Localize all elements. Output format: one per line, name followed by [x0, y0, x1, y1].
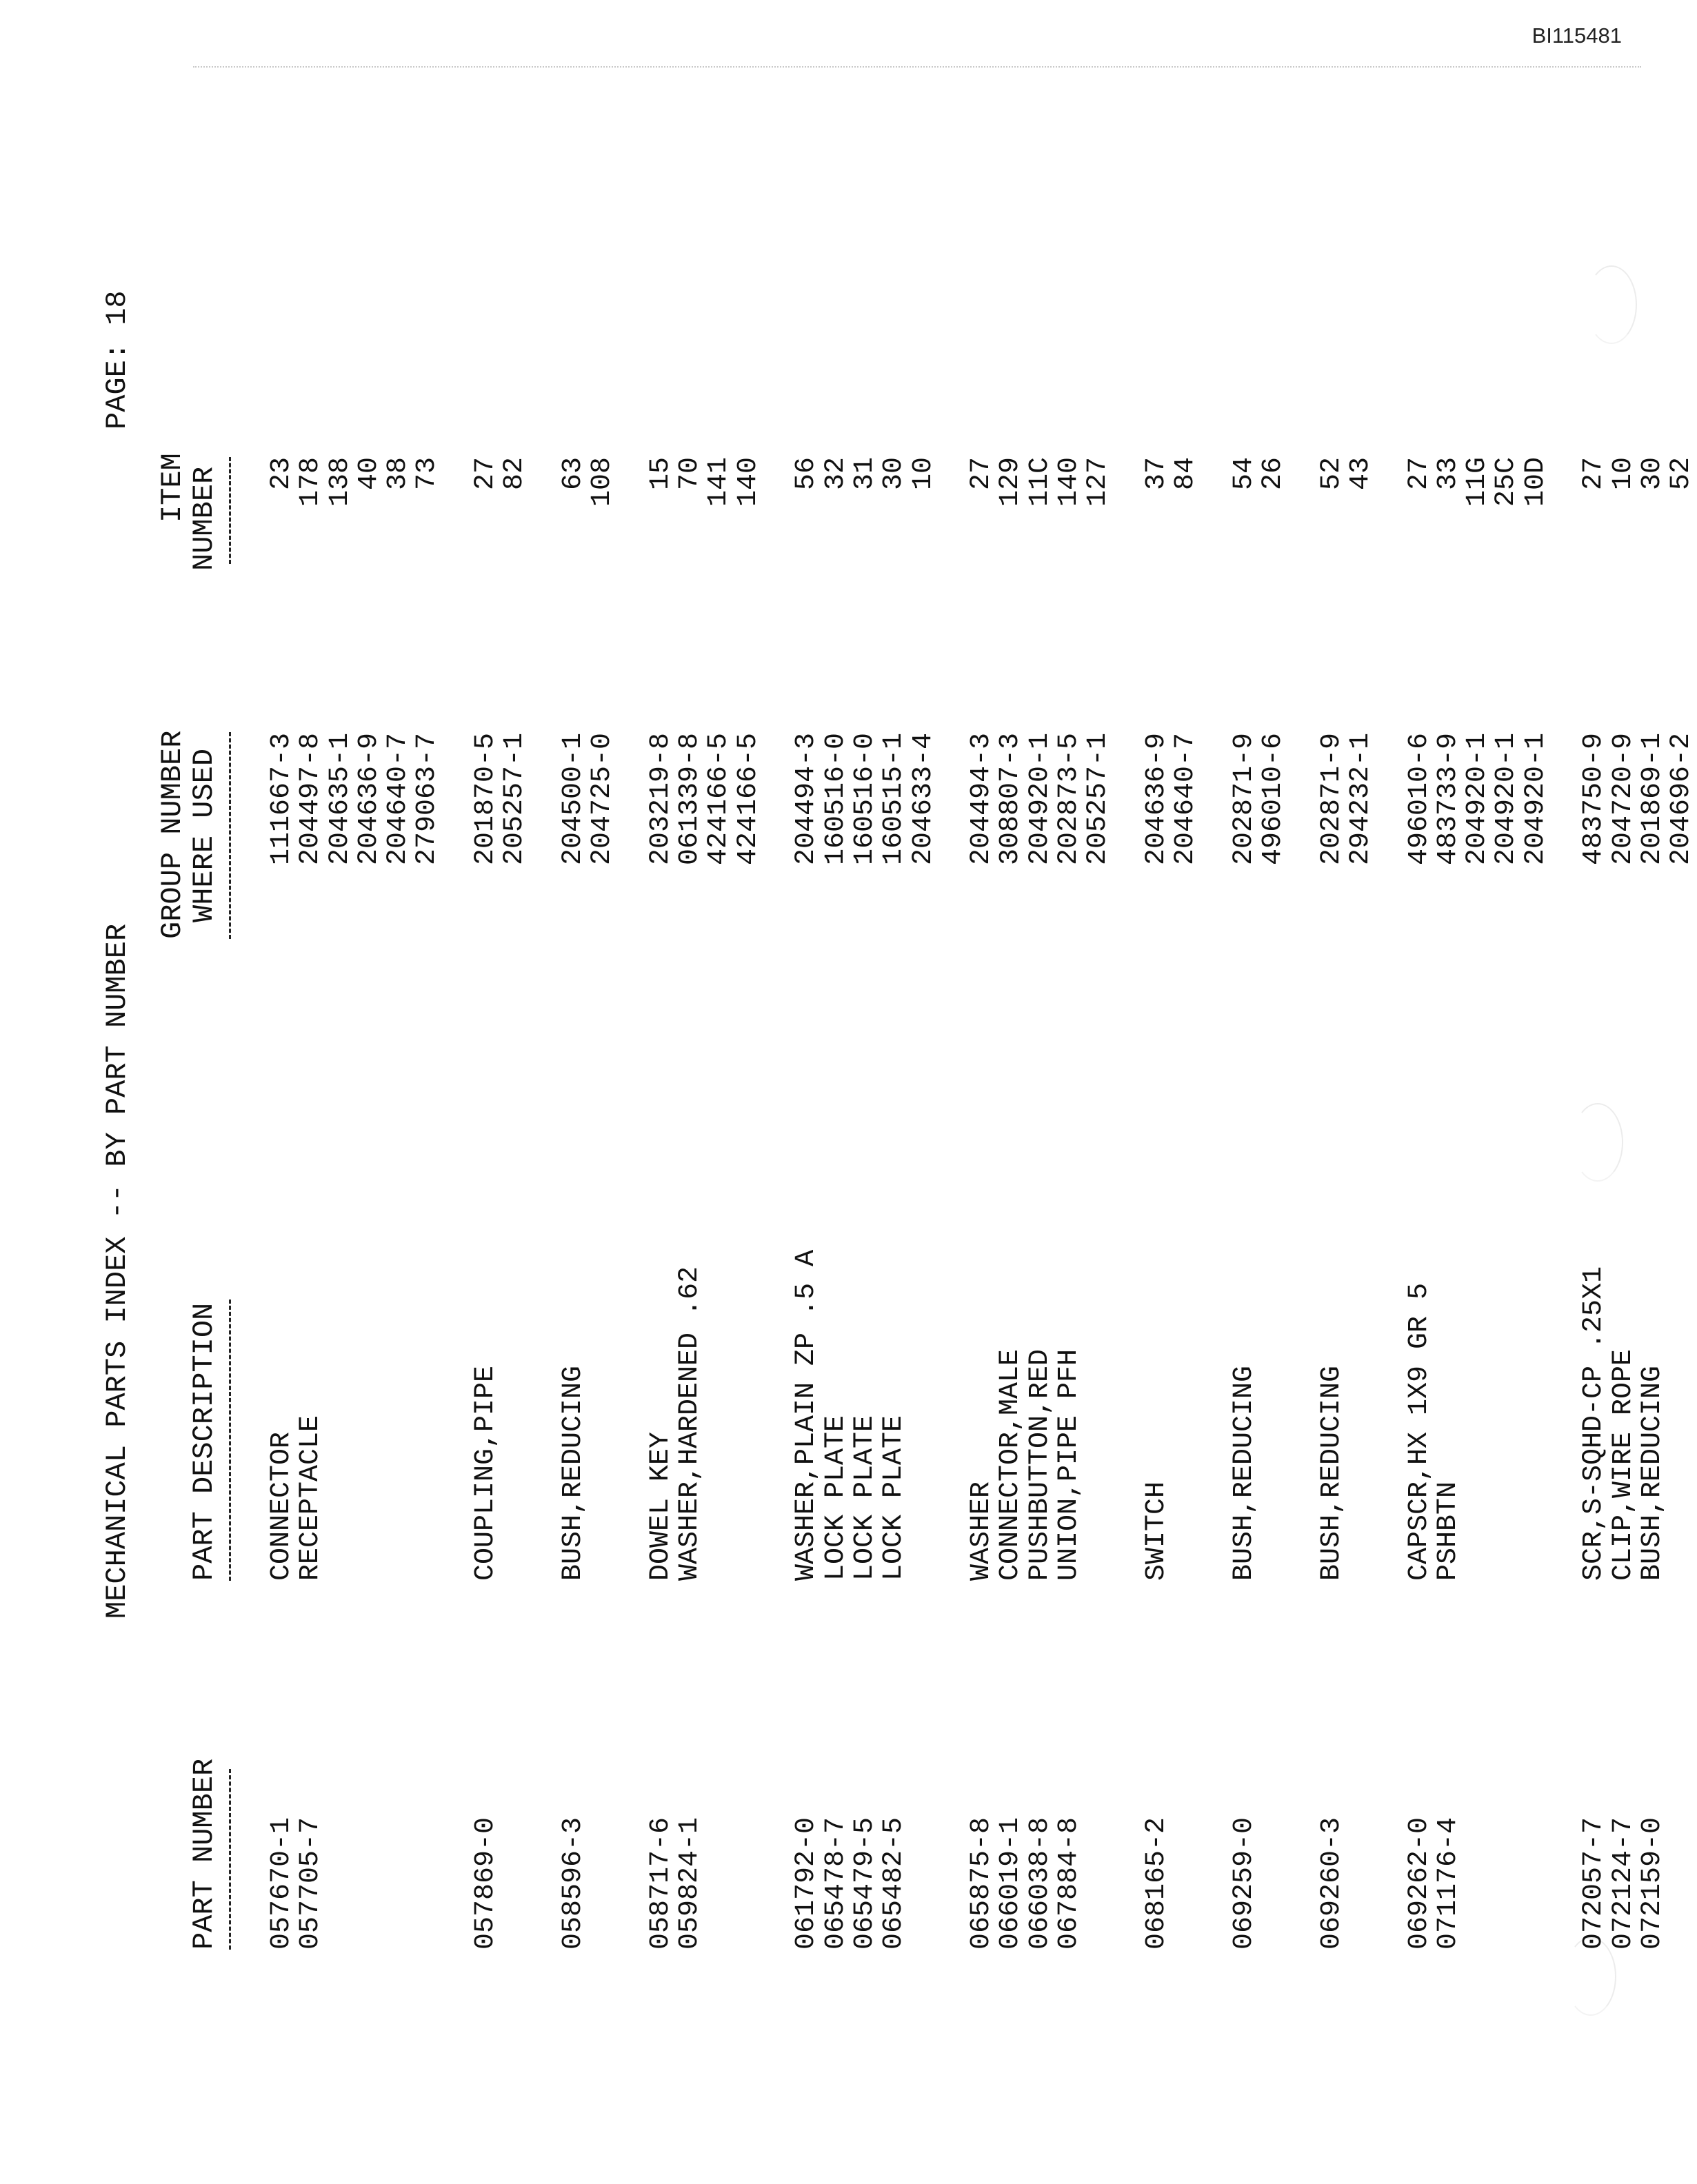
item-number-cell: 27 [966, 457, 998, 491]
part-description-cell: COUPLING,PIPE [470, 1365, 502, 1581]
item-number-cell: 10 [907, 457, 939, 491]
document-id: BI115481 [1532, 23, 1622, 48]
table-row [822, 0, 851, 2184]
group-number-cell: 160516-0 [820, 733, 852, 866]
part-description-cell: CONNECTOR [266, 1431, 297, 1581]
group-number-cell: 202871-9 [1316, 733, 1347, 866]
part-description-cell: BUSH,REDUCING [1636, 1365, 1668, 1581]
group-number-cell: 204636-9 [353, 733, 385, 866]
part-number-cell: 066019-1 [995, 1817, 1027, 1950]
part-number-cell: 069262-0 [1403, 1817, 1435, 1950]
table-row [792, 0, 821, 2184]
row-spacer [1201, 0, 1230, 2184]
group-number-cell: 204494-3 [791, 733, 823, 866]
part-number-cell: 072159-0 [1636, 1817, 1668, 1950]
table-row [880, 0, 909, 2184]
part-description-cell: BUSH,REDUCING [1228, 1365, 1260, 1581]
item-number-cell: 70 [674, 457, 706, 491]
row-spacer [530, 0, 559, 2184]
item-number-cell: 82 [499, 457, 531, 491]
table-row [1143, 0, 1172, 2184]
row-spacer [938, 0, 967, 2184]
group-number-cell: 204640-7 [383, 733, 414, 866]
group-number-cell: 483750-9 [1578, 733, 1610, 866]
part-number-cell: 069259-0 [1228, 1817, 1260, 1950]
table-row [1434, 0, 1463, 2184]
group-number-cell: 204633-4 [907, 733, 939, 866]
row-spacer [443, 0, 472, 2184]
item-number-cell: 127 [1083, 457, 1114, 507]
header-underline [229, 1769, 231, 1950]
item-number-cell: 27 [470, 457, 502, 491]
group-number-cell: 203219-8 [645, 733, 676, 866]
group-number-cell: 204696-2 [1666, 733, 1697, 866]
item-number-cell: 141 [703, 457, 735, 507]
table-row [1084, 0, 1113, 2184]
part-number-cell: 058596-3 [557, 1817, 589, 1950]
part-description-cell: WASHER,PLAIN ZP .5 A [791, 1249, 823, 1581]
table-row [996, 0, 1025, 2184]
table-row [1318, 0, 1347, 2184]
part-number-cell: 061792-0 [791, 1817, 823, 1950]
item-number-cell: 178 [295, 457, 327, 507]
table-row [1638, 0, 1667, 2184]
item-number-cell: 140 [732, 457, 764, 507]
item-number-cell: 32 [820, 457, 852, 491]
table-row [1259, 0, 1288, 2184]
item-number-cell: 30 [878, 457, 910, 491]
part-number-cell: 068165-2 [1141, 1817, 1172, 1950]
item-number-cell: 33 [1432, 457, 1464, 491]
table-row [413, 0, 442, 2184]
header-item: ITEM [156, 453, 189, 523]
part-number-cell: 072057-7 [1578, 1817, 1610, 1950]
item-number-cell: 73 [412, 457, 443, 491]
part-number-cell: 069260-3 [1316, 1817, 1347, 1950]
table-row [1492, 0, 1521, 2184]
item-number-cell: 10D [1520, 457, 1552, 507]
item-number-cell: 30 [1636, 457, 1668, 491]
part-number-cell: 065479-5 [849, 1817, 881, 1950]
item-number-cell: 15 [645, 457, 676, 491]
part-description-cell: LOCK PLATE [878, 1415, 910, 1581]
table-row [967, 0, 996, 2184]
part-description-cell: PSHBTN [1432, 1481, 1464, 1581]
part-number-cell: 072124-7 [1607, 1817, 1639, 1950]
part-description-cell: BUSH,REDUCING [557, 1365, 589, 1581]
item-number-cell: 11G [1462, 457, 1494, 507]
header-part-number: PART NUMBER [188, 1758, 221, 1950]
group-number-cell: 202873-5 [1054, 733, 1085, 866]
header-part-description: PART DESCRIPTION [188, 1302, 221, 1581]
header-where-used: WHERE USED [188, 748, 221, 922]
row-spacer [618, 0, 647, 2184]
table-row [647, 0, 676, 2184]
item-number-cell: 23 [266, 457, 297, 491]
table-row [1463, 0, 1492, 2184]
group-number-cell: 496010-6 [1258, 733, 1289, 866]
part-description-cell: WASHER,HARDENED .62 [674, 1266, 706, 1581]
group-number-cell: 205257-1 [499, 733, 531, 866]
table-row [1667, 0, 1696, 2184]
row-spacer [763, 0, 792, 2184]
item-number-cell: 140 [1054, 457, 1085, 507]
page-title: MECHANICAL PARTS INDEX -- BY PART NUMBER [101, 923, 134, 1619]
group-number-cell: 204497-8 [295, 733, 327, 866]
parts-table [268, 0, 1697, 2184]
group-number-cell: 204920-1 [1520, 733, 1552, 866]
table-row [676, 0, 705, 2184]
part-description-cell: SWITCH [1141, 1481, 1172, 1581]
row-spacer [1288, 0, 1317, 2184]
group-number-cell: 204725-0 [587, 733, 619, 866]
item-number-cell: 54 [1228, 457, 1260, 491]
part-number-cell: 059824-1 [674, 1817, 706, 1950]
group-number-cell: 308807-3 [995, 733, 1027, 866]
part-description-cell: DOWEL KEY [645, 1431, 676, 1581]
table-row [297, 0, 325, 2184]
part-number-cell: 065482-5 [878, 1817, 910, 1950]
table-row [588, 0, 617, 2184]
table-row [355, 0, 384, 2184]
table-row [851, 0, 880, 2184]
group-number-cell: 204500-1 [557, 733, 589, 866]
table-row [1580, 0, 1609, 2184]
group-number-cell: 061339-8 [674, 733, 706, 866]
group-number-cell: 204920-1 [1024, 733, 1056, 866]
group-number-cell: 202871-9 [1228, 733, 1260, 866]
table-row [705, 0, 734, 2184]
group-number-cell: 160516-0 [849, 733, 881, 866]
header-underline [229, 1300, 231, 1581]
part-number-cell: 065875-8 [966, 1817, 998, 1950]
part-description-cell: CAPSCR,HX 1X9 GR 5 [1403, 1282, 1435, 1581]
group-number-cell: 204920-1 [1462, 733, 1494, 866]
item-number-cell: 52 [1666, 457, 1697, 491]
table-row [326, 0, 355, 2184]
table-row [559, 0, 588, 2184]
item-number-cell: 31 [849, 457, 881, 491]
table-row [1347, 0, 1376, 2184]
part-description-cell: LOCK PLATE [820, 1415, 852, 1581]
group-number-cell: 205257-1 [1083, 733, 1114, 866]
item-number-cell: 52 [1316, 457, 1347, 491]
part-description-cell: CONNECTOR,MALE [995, 1348, 1027, 1581]
item-number-cell: 38 [383, 457, 414, 491]
item-number-cell: 56 [791, 457, 823, 491]
item-number-cell: 63 [557, 457, 589, 491]
part-description-cell: CLIP,WIRE ROPE [1607, 1348, 1639, 1581]
item-number-cell: 11C [1024, 457, 1056, 507]
group-number-cell: 204636-9 [1141, 733, 1172, 866]
group-number-cell: 201870-5 [470, 733, 502, 866]
item-number-cell: 108 [587, 457, 619, 507]
group-number-cell: 111667-3 [266, 733, 297, 866]
table-row [1609, 0, 1638, 2184]
header-group-number: GROUP NUMBER [156, 730, 189, 939]
table-row [501, 0, 530, 2184]
page-number-label: PAGE: 18 [101, 290, 134, 429]
row-spacer [1551, 0, 1580, 2184]
item-number-cell: 43 [1345, 457, 1376, 491]
header-item-number: NUMBER [188, 466, 221, 571]
group-number-cell: 294232-1 [1345, 733, 1376, 866]
group-number-cell: 424166-5 [732, 733, 764, 866]
row-spacer [1376, 0, 1405, 2184]
table-row [268, 0, 297, 2184]
item-number-cell: 27 [1578, 457, 1610, 491]
part-description-cell: WASHER [966, 1481, 998, 1581]
group-number-cell: 201869-1 [1636, 733, 1668, 866]
header-underline [229, 732, 231, 939]
table-row [1172, 0, 1201, 2184]
part-description-cell: PUSHBUTTON,RED [1024, 1348, 1056, 1581]
group-number-cell: 279063-7 [412, 733, 443, 866]
item-number-cell: 138 [324, 457, 356, 507]
part-description-cell: SCR,S-SQHD-CP .25X1 [1578, 1266, 1610, 1581]
part-number-cell: 058717-6 [645, 1817, 676, 1950]
item-number-cell: 37 [1141, 457, 1172, 491]
part-number-cell: 057670-1 [266, 1817, 297, 1950]
part-number-cell: 067884-8 [1054, 1817, 1085, 1950]
item-number-cell: 84 [1170, 457, 1202, 491]
item-number-cell: 10 [1607, 457, 1639, 491]
part-number-cell: 066038-8 [1024, 1817, 1056, 1950]
table-row [472, 0, 501, 2184]
part-number-cell: 065478-7 [820, 1817, 852, 1950]
group-number-cell: 204635-1 [324, 733, 356, 866]
part-description-cell: RECEPTACLE [295, 1415, 327, 1581]
group-number-cell: 204640-7 [1170, 733, 1202, 866]
group-number-cell: 483733-9 [1432, 733, 1464, 866]
group-number-cell: 496010-6 [1403, 733, 1435, 866]
part-description-cell: UNION,PIPE PFH [1054, 1348, 1085, 1581]
group-number-cell: 204494-3 [966, 733, 998, 866]
table-row [384, 0, 413, 2184]
item-number-cell: 40 [353, 457, 385, 491]
table-row [1405, 0, 1434, 2184]
table-row [907, 0, 939, 2184]
table-row [1522, 0, 1551, 2184]
group-number-cell: 204920-1 [1491, 733, 1523, 866]
table-row [1055, 0, 1084, 2184]
part-description-cell: LOCK PLATE [849, 1415, 881, 1581]
part-number-cell: 071176-4 [1432, 1817, 1464, 1950]
table-row [1026, 0, 1055, 2184]
group-number-cell: 204720-9 [1607, 733, 1639, 866]
item-number-cell: 129 [995, 457, 1027, 507]
group-number-cell: 160515-1 [878, 733, 910, 866]
table-row [1230, 0, 1259, 2184]
item-number-cell: 27 [1403, 457, 1435, 491]
header-underline [229, 457, 231, 564]
part-description-cell: BUSH,REDUCING [1316, 1365, 1347, 1581]
group-number-cell: 424166-5 [703, 733, 735, 866]
part-number-cell: 057705-7 [295, 1817, 327, 1950]
item-number-cell: 25C [1491, 457, 1523, 507]
table-row [734, 0, 763, 2184]
part-number-cell: 057869-0 [470, 1817, 502, 1950]
item-number-cell: 26 [1258, 457, 1289, 491]
row-spacer [1114, 0, 1143, 2184]
